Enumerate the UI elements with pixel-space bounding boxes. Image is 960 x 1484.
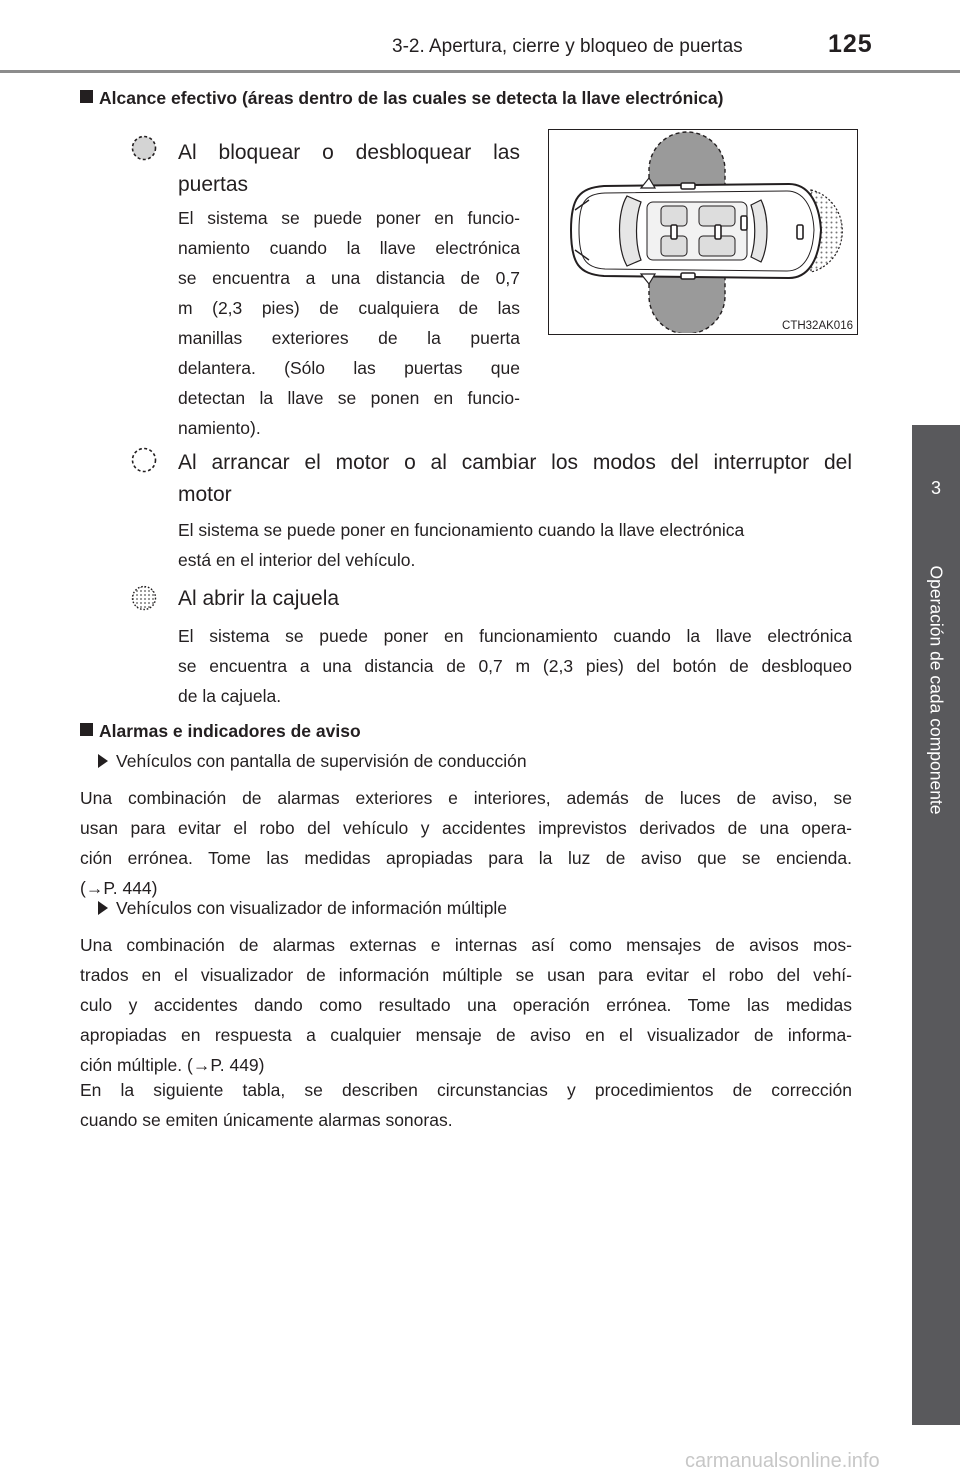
item-engine-start-title — [178, 447, 852, 511]
watermark: carmanualsonline.info — [685, 1450, 880, 1472]
text-line: se encuentra a una distancia de 0,7 — [178, 268, 520, 288]
text-line: se encuentra a una distancia de 0,7 m (2,3 pies) del botón de desbloqueo — [178, 656, 852, 676]
text-line: En la siguiente tabla, se describen circunstancias y procedimientos de corrección — [80, 1080, 852, 1100]
section-heading-text: Alcance efectivo (áreas dentro de las cuales se detecta la llave electrónica) — [99, 88, 724, 108]
paragraph-multi-info-display — [80, 930, 852, 1080]
text-line: ción errónea. Tome las medidas apropiadas para la luz de aviso que se encienda. — [80, 848, 852, 868]
text-line: detectan la llave se ponen en funcio- — [178, 388, 520, 408]
dotted-circle-icon — [131, 585, 157, 611]
text-line: culo y accidentes dando como resultado una operación errónea. Tome las medidas — [80, 995, 852, 1015]
text-line: namiento). — [178, 418, 261, 438]
text-line: de la cajuela. — [178, 686, 282, 706]
item-lock-unlock-title-line2: puertas — [178, 173, 249, 196]
text-line: m (2,3 pies) de cualquiera de las — [178, 298, 520, 318]
text-line: apropiadas en respuesta a cualquier mensaje de aviso en el visualizador de informa- — [80, 1025, 852, 1045]
text-line: usan para evitar el robo del vehículo y accidentes imprevistos derivados de una opera- — [80, 818, 852, 838]
square-bullet-icon — [80, 723, 93, 736]
item-engine-start-title-line2: motor — [178, 483, 232, 506]
text-line: manillas exteriores de la puerta — [178, 328, 520, 348]
section-heading-alarms — [80, 721, 361, 742]
car-detection-range-figure — [548, 129, 858, 335]
section-heading-text: Alarmas e indicadores de aviso — [99, 721, 361, 741]
chapter-label: Operación de cada componente — [926, 565, 947, 815]
text-line: cuando se emiten únicamente alarmas sonoras. — [80, 1110, 453, 1130]
square-bullet-icon — [80, 90, 93, 103]
bullet-multi-info-display — [98, 898, 507, 919]
bullet-text: Vehículos con pantalla de supervisión de conducción — [116, 751, 527, 771]
page-number: 125 — [828, 30, 873, 58]
text-line: delantera. (Sólo las puertas que — [178, 358, 520, 378]
paragraph-table-intro — [80, 1075, 852, 1135]
item-engine-start-title-line1: Al arrancar el motor o al cambiar los modos del interruptor del — [178, 451, 852, 474]
item-engine-start-text — [178, 515, 852, 575]
bullet-driving-monitor — [98, 751, 527, 772]
dashed-circle-icon — [131, 135, 157, 161]
dashed-circle-icon — [131, 447, 157, 473]
text-line: está en el interior del vehículo. — [178, 550, 416, 570]
triangle-bullet-icon — [98, 754, 108, 768]
text-line: ción múltiple. (→P. 449) — [80, 1055, 265, 1075]
triangle-bullet-icon — [98, 901, 108, 915]
text-line: El sistema se puede poner en funcionamiento cuando la llave electrónica — [178, 520, 745, 540]
text-line: Una combinación de alarmas externas e internas así como mensajes de avisos mos- — [80, 935, 852, 955]
item-trunk-text — [178, 621, 852, 711]
item-lock-unlock-title — [178, 137, 520, 201]
text-line: trados en el visualizador de información múltiple se usan para evitar el robo del vehí- — [80, 965, 852, 985]
header-rule — [0, 70, 960, 73]
running-header-title: 3-2. Apertura, cierre y bloqueo de puertas — [392, 36, 743, 57]
text-line: El sistema se puede poner en funcionamiento cuando la llave electrónica — [178, 626, 852, 646]
text-line: namiento cuando la llave electrónica — [178, 238, 520, 258]
text-line: (→P. 444) — [80, 878, 158, 898]
text-line: El sistema se puede poner en funcio- — [178, 208, 520, 228]
car-top-view-illustration — [549, 130, 856, 333]
item-trunk-title: Al abrir la cajuela — [178, 587, 340, 610]
item-lock-unlock-title-line1: Al bloquear o desbloquear las — [178, 141, 520, 164]
paragraph-driving-monitor — [80, 783, 852, 903]
figure-code: CTH32AK016 — [782, 320, 853, 332]
chapter-number: 3 — [930, 478, 941, 498]
item-lock-unlock-text — [178, 203, 520, 443]
section-heading-effective-range — [80, 88, 723, 109]
text-line: Una combinación de alarmas exteriores e interiores, además de luces de aviso, se — [80, 788, 852, 808]
bullet-text: Vehículos con visualizador de información múltiple — [116, 898, 508, 918]
